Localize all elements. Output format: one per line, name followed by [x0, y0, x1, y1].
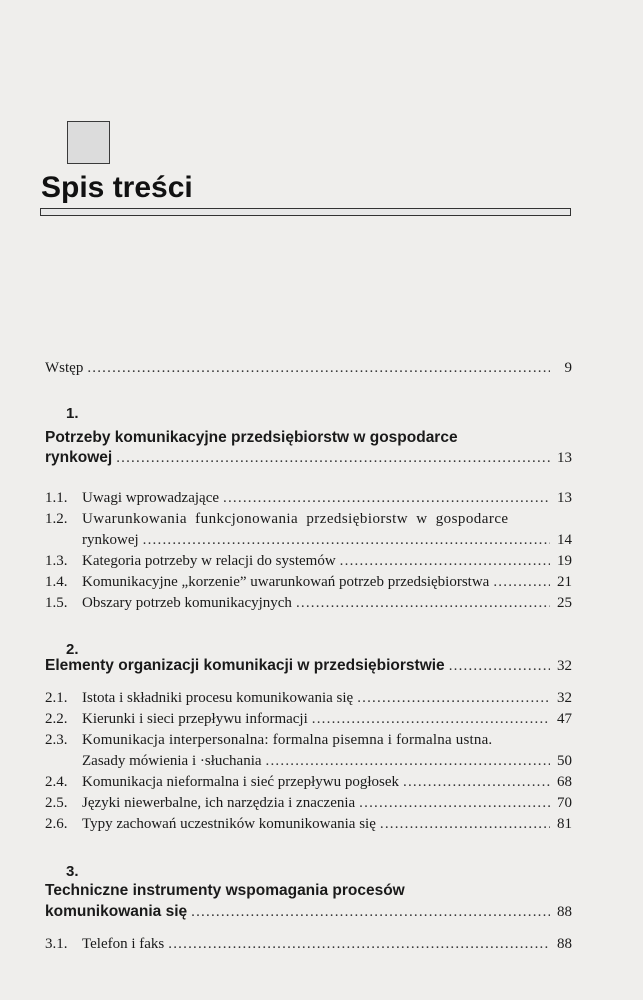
page-title: Spis treści: [41, 171, 193, 204]
section-number: 2.6.: [45, 816, 68, 832]
toc-page-number: 88: [557, 936, 572, 952]
toc-entry: [45, 730, 572, 750]
section-title: Komunikacja nieformalna i sieć przepływu pogłosek: [82, 774, 399, 790]
toc-entry: [45, 688, 572, 708]
toc-page-number: 47: [557, 711, 572, 727]
leader-dots: [359, 793, 550, 813]
leader-dots: [87, 358, 550, 378]
toc-entry-chapter-3: [45, 902, 572, 922]
section-number: 1.3.: [45, 553, 68, 569]
section-number: 2.3.: [45, 732, 68, 748]
section-title: Obszary potrzeb komunikacyjnych: [82, 595, 292, 611]
section-number: 2.2.: [45, 711, 68, 727]
title-underline-bar: [40, 208, 571, 216]
toc-page-number: 70: [557, 795, 572, 811]
section-number: 2.4.: [45, 774, 68, 790]
chapter-title-cont: rynkowej: [45, 449, 113, 466]
toc-page-number: 13: [557, 450, 572, 466]
section-number: 1.4.: [45, 574, 68, 590]
section-title: Komunikacyjne „korzenie” uwarunkowań potrzeb przedsiębiorstwa: [82, 574, 490, 590]
section-title: Istota i składniki procesu komunikowania się: [82, 690, 354, 706]
chapter-marker-square: [67, 121, 110, 164]
leader-dots: [191, 902, 550, 922]
toc-page-number: 50: [557, 753, 572, 769]
leader-dots: [312, 709, 550, 729]
leader-dots: [380, 814, 550, 834]
toc-entry: [45, 772, 572, 792]
chapter-number: 3.: [66, 863, 79, 880]
section-number: 2.5.: [45, 795, 68, 811]
toc-page-number: 14: [557, 532, 572, 548]
chapter-title: Techniczne instrumenty wspomagania procesów: [45, 882, 405, 899]
toc-entry: [45, 934, 572, 954]
toc-page-number: 19: [557, 553, 572, 569]
chapter-title: Elementy organizacji komunikacji w przedsiębiorstwie: [45, 657, 445, 674]
leader-dots: [357, 688, 550, 708]
section-number: 2.1.: [45, 690, 68, 706]
chapter-number: 2.: [66, 641, 79, 658]
toc-entry: [45, 709, 572, 729]
section-title: Komunikacja interpersonalna: formalna pisemna i formalna ustna.: [82, 732, 493, 748]
leader-dots: [296, 593, 550, 613]
toc-entry: [45, 488, 572, 508]
toc-page-number: 25: [557, 595, 572, 611]
toc-page-number: 68: [557, 774, 572, 790]
section-title: Uwagi wprowadzające: [82, 490, 220, 506]
toc-entry-chapter-1: [45, 448, 572, 468]
section-title-cont: rynkowej: [82, 532, 139, 548]
leader-dots: [116, 448, 550, 468]
toc-page-number: 32: [557, 658, 572, 674]
toc-entry-cont: [82, 751, 572, 771]
leader-dots: [403, 772, 550, 792]
toc-entry: [45, 551, 572, 571]
toc-page-number: 21: [557, 574, 572, 590]
toc-entry: [45, 793, 572, 813]
leader-dots: [143, 530, 550, 550]
section-title: Języki niewerbalne, ich narzędzia i znaczenia: [82, 795, 356, 811]
toc-page-number: 88: [557, 904, 572, 920]
chapter-title-cont: komunikowania się: [45, 903, 188, 920]
toc-entry: [45, 572, 572, 592]
chapter-number: 1.: [66, 405, 79, 422]
section-title: Telefon i faks: [82, 936, 165, 952]
leader-dots: [266, 751, 550, 771]
toc-entry: [45, 814, 572, 834]
toc-entry: [45, 509, 572, 529]
leader-dots: [223, 488, 550, 508]
section-title-cont: Zasady mówienia i ·słuchania: [82, 753, 262, 769]
section-number: 1.1.: [45, 490, 68, 506]
leader-dots: [340, 551, 550, 571]
toc-page-number: 9: [564, 360, 572, 376]
toc-entry-cont: [82, 530, 572, 550]
toc-entry-chapter-2: [45, 656, 572, 676]
section-title: Uwarunkowania funkcjonowania przedsiębiorstw w gospodarce: [82, 511, 509, 527]
section-number: 3.1.: [45, 936, 68, 952]
toc-entry: [45, 593, 572, 613]
chapter-title: Potrzeby komunikacyjne przedsiębiorstw w gospodarce: [45, 429, 458, 446]
toc-entry-label: Wstęp: [45, 360, 84, 376]
leader-dots: [449, 656, 550, 676]
toc-entry-intro: [45, 358, 572, 378]
section-title: Kierunki i sieci przepływu informacji: [82, 711, 308, 727]
section-number: 1.2.: [45, 511, 68, 527]
leader-dots: [168, 934, 550, 954]
toc-page-number: 13: [557, 490, 572, 506]
leader-dots: [493, 572, 550, 592]
section-number: 1.5.: [45, 595, 68, 611]
toc-page-number: 32: [557, 690, 572, 706]
section-title: Typy zachowań uczestników komunikowania się: [82, 816, 376, 832]
toc-page-number: 81: [557, 816, 572, 832]
section-title: Kategoria potrzeby w relacji do systemów: [82, 553, 336, 569]
